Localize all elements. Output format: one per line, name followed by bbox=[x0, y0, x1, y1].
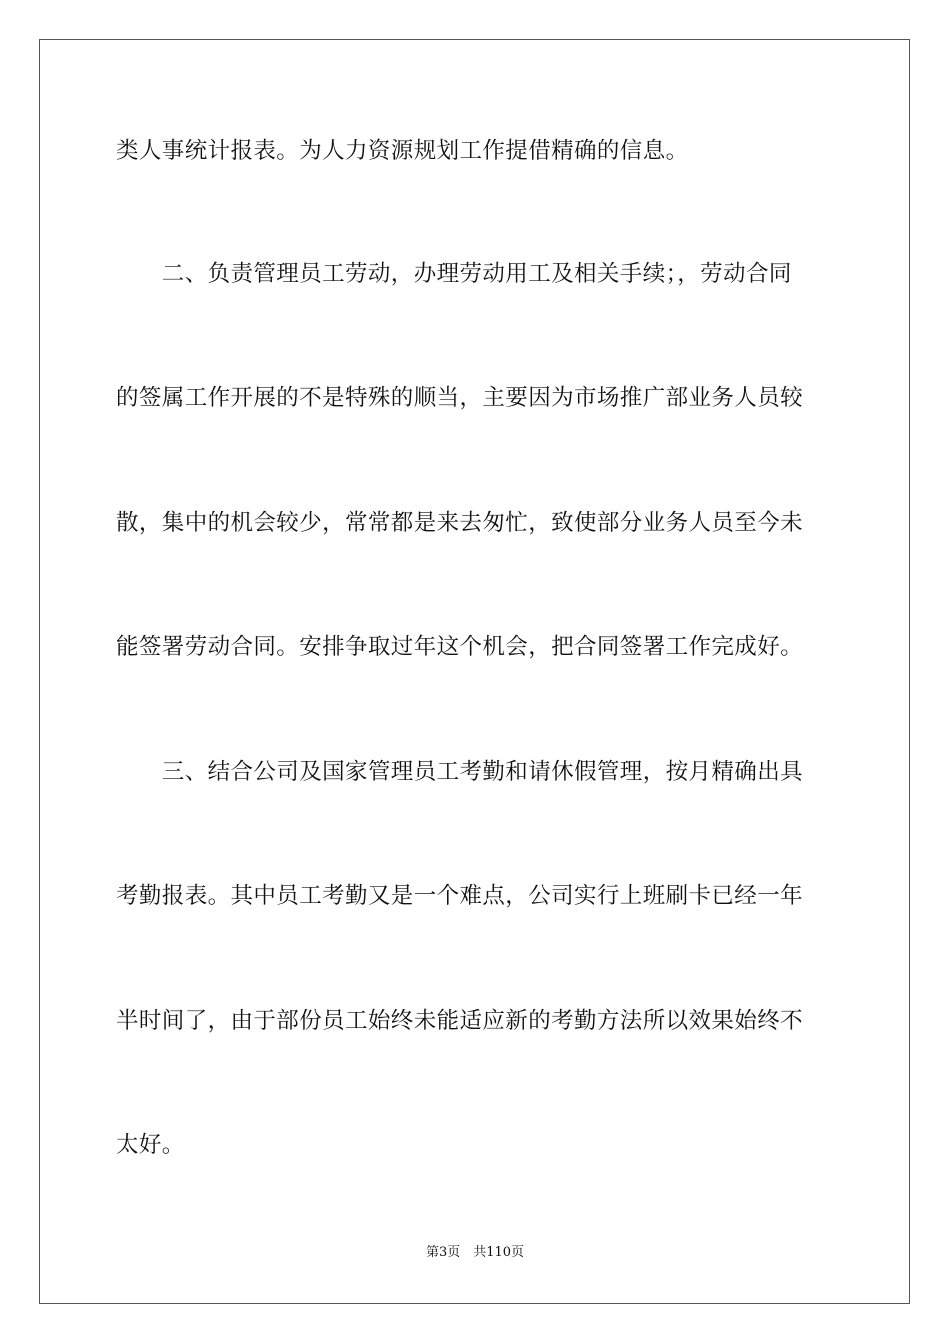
body-line-4: 散，集中的机会较少，常常都是来去匆忙，致使部分业务人员至今未 bbox=[116, 510, 804, 536]
body-line-2: 二、负责管理员工劳动，办理劳动用工及相关手续；，劳动合同 bbox=[116, 261, 792, 287]
body-line-7: 考勤报表。其中员工考勤又是一个难点，公司实行上班刷卡已经一年 bbox=[116, 883, 804, 909]
page-border bbox=[39, 39, 910, 1304]
page-number-footer: 第3页 共110页 bbox=[425, 1245, 525, 1260]
body-line-5: 能签署劳动合同。安排争取过年这个机会，把合同签署工作完成好。 bbox=[116, 634, 804, 660]
body-line-6: 三、结合公司及国家管理员工考勤和请休假管理，按月精确出具 bbox=[116, 759, 804, 785]
body-line-8: 半时间了，由于部份员工始终未能适应新的考勤方法所以效果始终不 bbox=[116, 1008, 804, 1034]
body-line-9: 太好。 bbox=[116, 1132, 185, 1158]
body-line-1: 类人事统计报表。为人力资源规划工作提借精确的信息。 bbox=[116, 138, 689, 164]
body-line-3: 的签属工作开展的不是特殊的顺当，主要因为市场推广部业务人员较 bbox=[116, 385, 804, 411]
